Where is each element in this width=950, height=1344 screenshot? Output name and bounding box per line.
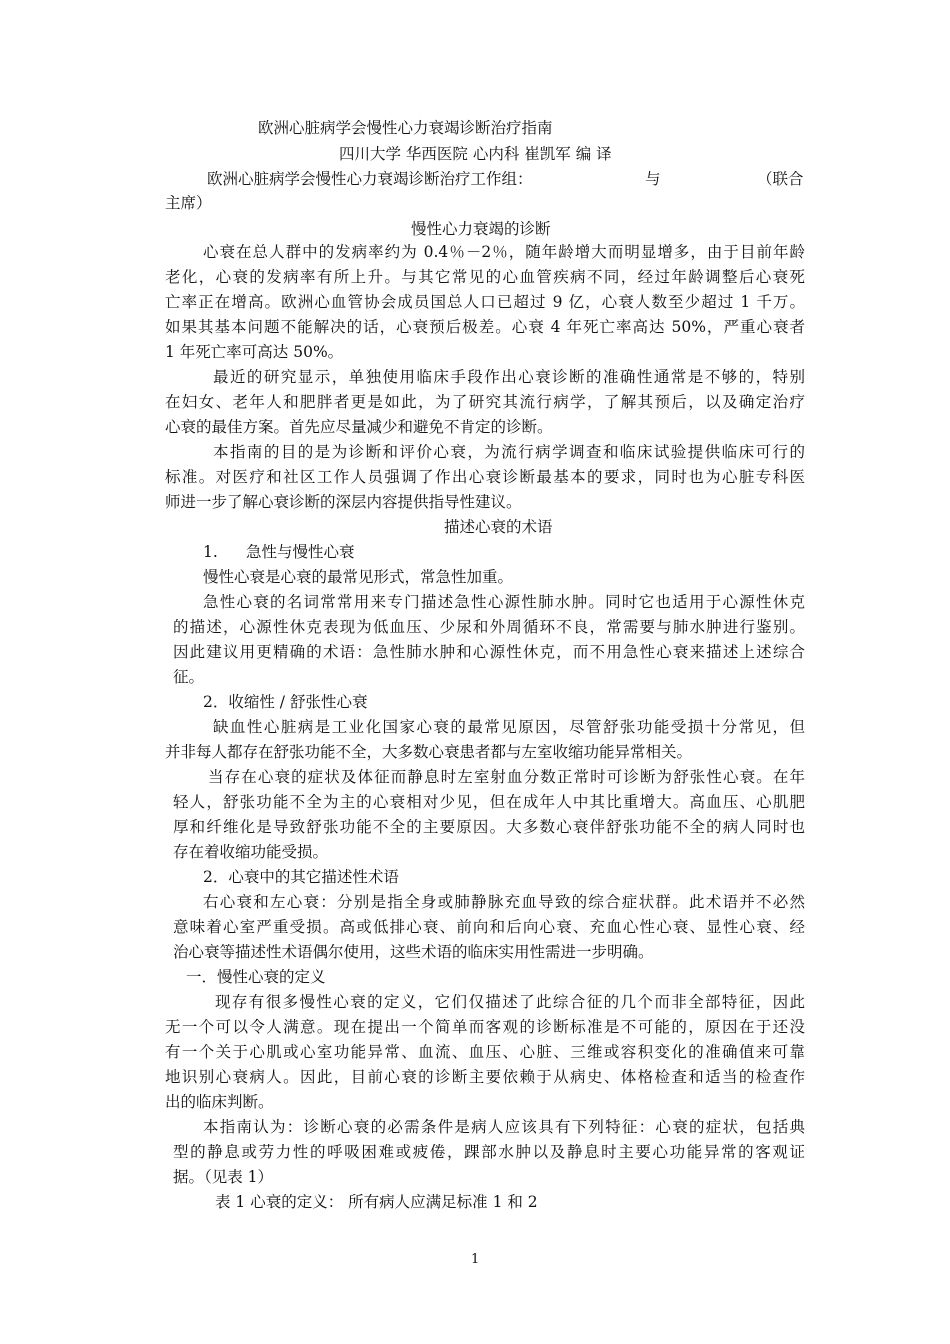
workgroup-conjunction: 与	[645, 170, 661, 188]
workgroup-line: 欧洲心脏病学会慢性心力衰竭诊断治疗工作组：	[207, 170, 533, 188]
document-page: 欧洲心脏病学会慢性心力衰竭诊断治疗指南 四川大学 华西医院 心内科 崔凯军 编 译 欧洲心脏病学会慢性心力衰竭诊断治疗工作组： 与 （联合 主席） 慢性心力衰竭的诊断 心衰在总人群中的发病率约为 0.4％－2％，随年龄增大而明显增多，由于目前年龄 老化，心衰的发病率有所上升。与其它常见的心血管疾病不同，经过年龄调整后心衰死 亡率正在增高。欧洲心血管协会成员国总人口已超过 9 亿，心衰人数至少超过 1 千万。 如果其基本问题不能解决的话，心衰预后极差。心衰 4 年死亡率高达 50%，严重心衰者 1 年死亡率可高达 50%。 最近的研究显示，单独使用临床手段作出心衰诊断的准确性通常是不够的，特别 在妇女、老年人和肥胖者更是如此，为了研究其流行病学，了解其预后，以及确定治疗 心衰的最佳方案。首先应尽量减少和避免不肯定的诊断。 本指南的目的是为诊断和评价心衰，为流行病学调查和临床试验提供临床可行的 标准。对医疗和社区工作人员强调了作出心衰诊断最基本的要求，同时也为心脏专科医 师进一步了解心衰诊断的深层内容提供指导性建议。 描述心衰的术语 1. 急性与慢性心衰 慢性心衰是心衰的最常见形式，常急性加重。 急性心衰的名词常常用来专门描述急性心源性肺水肿。同时它也适用于心源性休克 的描述，心源性休克表现为低血压、少尿和外周循环不良，常需要与肺水肿进行鉴别。 因此建议用更精确的术语：急性肺水肿和心源性休克，而不用急性心衰来描述上述综合 征。 2．收缩性 / 舒张性心衰 缺血性心脏病是工业化国家心衰的最常见原因，尽管舒张功能受损十分常见，但 并非每人都存在舒张功能不全，大多数心衰患者都与左室收缩功能异常相关。 当存在心衰的症状及体征而静息时左室射血分数正常时可诊断为舒张性心衰。在年 轻人，舒张功能不全为主的心衰相对少见，但在成年人中其比重增大。高血压、心肌肥 厚和纤维化是导致舒张功能不全的主要原因。大多数心衰伴舒张功能不全的病人同时也 存在着收缩功能受损。 2．心衰中的其它描述性术语 右心衰和左心衰：分别是指全身或肺静脉充血导致的综合症状群。此术语并不必然 意味着心室严重受损。高或低排心衰、前向和后向心衰、充血心性心衰、显性心衰、经 治心衰等描述性术语偶尔使用，这些术语的临床实用性需进一步明确。 一．慢性心衰的定义 现存有很多慢性心衰的定义，它们仅描述了此综合征的几个而非全部特征，因此 无一个可以令人满意。现在提出一个简单而客观的诊断标准是不可能的，原因在于还没 有一个关于心肌或心室功能异常、血流、血压、心脏、三维或容积变化的准确值来可靠 地识别心衰病人。因此，目前心衰的诊断主要依赖于从病史、体格检查和适当的检查作 出的临床判断。 本指南认为：诊断心衰的必需条件是病人应该具有下列特征：心衰的症状，包括典 型的静息或劳力性的呼吸困难或疲倦，踝部水肿以及静息时主要心功能异常的客观证 据。（见表 1） 表 1 心衰的定义： 所有病人应满足标准 1 和 2 1	[0, 0, 950, 1344]
paragraph-chronic-common: 慢性心衰是心衰的最常见形式，常急性加重。	[203, 568, 514, 586]
page-number: 1	[471, 1252, 480, 1267]
workgroup-cochair-open: （联合	[757, 170, 804, 188]
workgroup-cochair-close: 主席）	[165, 194, 212, 212]
translator-line: 四川大学 华西医院 心内科 崔凯军 编 译	[339, 145, 612, 163]
heading-systolic-diastolic: 2．收缩性 / 舒张性心衰	[203, 693, 368, 711]
heading-acute-chronic: 急性与慢性心衰	[246, 543, 355, 561]
document-title: 欧洲心脏病学会慢性心力衰竭诊断治疗指南	[258, 119, 553, 137]
heading-definition: 一．慢性心衰的定义	[186, 968, 326, 986]
heading-other-terms: 2．心衰中的其它描述性术语	[203, 868, 399, 886]
section-heading-terms: 描述心衰的术语	[444, 518, 553, 536]
table-caption: 表 1 心衰的定义： 所有病人应满足标准 1 和 2	[215, 1193, 538, 1211]
heading-1-number: 1.	[203, 543, 218, 561]
section-heading-diagnosis: 慢性心力衰竭的诊断	[411, 220, 551, 238]
